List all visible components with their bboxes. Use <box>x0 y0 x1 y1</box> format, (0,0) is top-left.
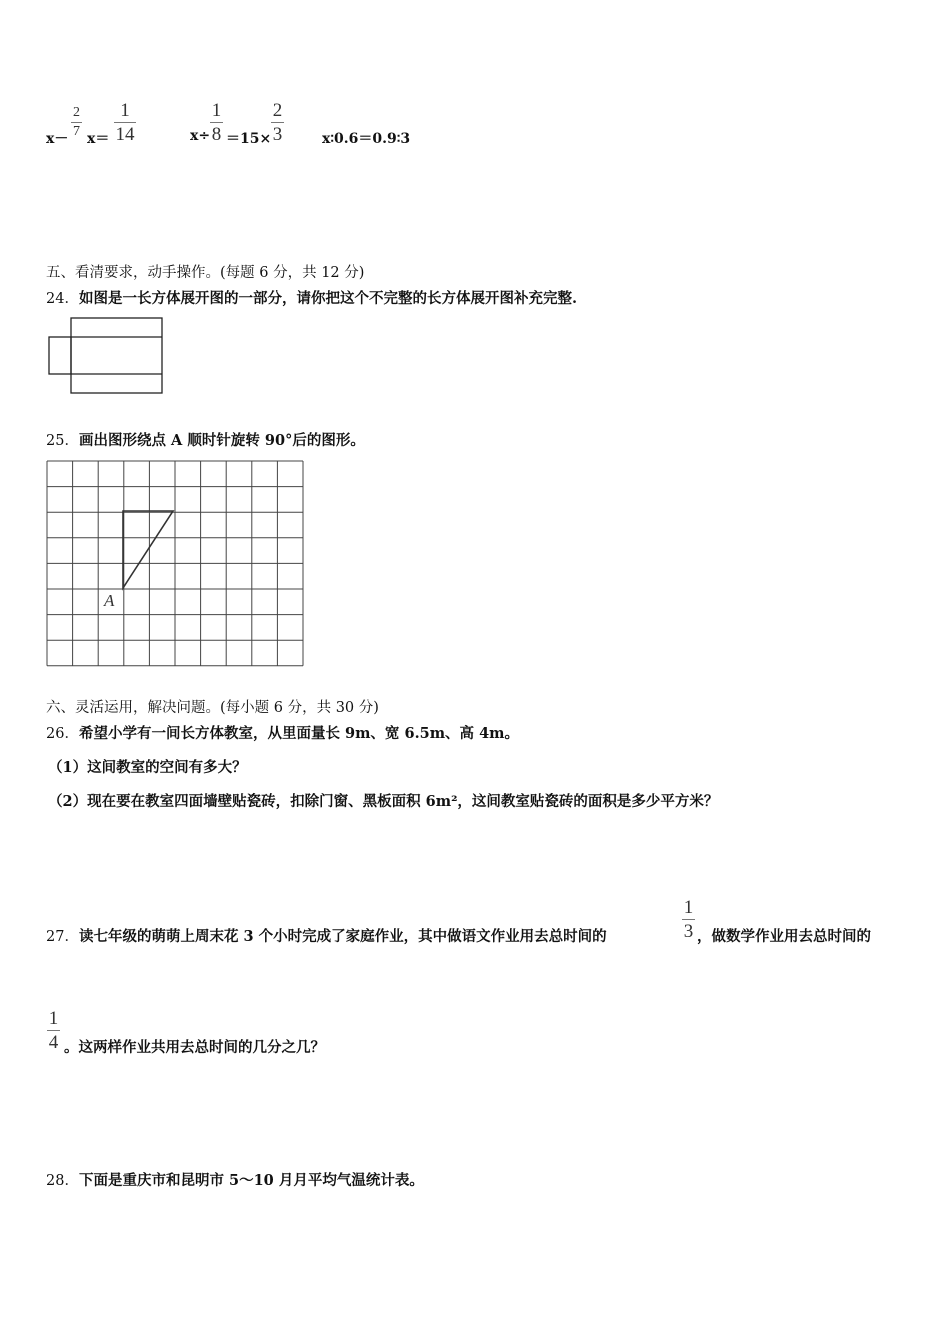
fraction-denominator: 4 <box>48 1032 59 1053</box>
question-27-text-c: 。这两样作业共用去总时间的几分之几？ <box>64 1039 325 1056</box>
question-text-e: 后的图形。 <box>292 432 365 449</box>
question-text: 如图是一长方体展开图的一部分，请你把这个不完整的长方体展开图补充完整. <box>78 290 577 307</box>
net-large-face <box>71 318 162 393</box>
fraction-numerator: 1 <box>48 1008 59 1029</box>
question-24 <box>46 287 577 308</box>
equation-1-part1: x－ <box>46 131 69 147</box>
fraction-1-14 <box>114 101 136 144</box>
question-text-a: 画出图形绕点 <box>78 432 172 449</box>
fraction-denominator: 3 <box>683 921 694 942</box>
fraction-numerator: 1 <box>120 100 130 121</box>
question-number: 25． <box>46 433 79 449</box>
question-number: 24． <box>46 291 79 307</box>
rotation-grid-figure <box>44 458 308 668</box>
section-6-heading: 六、灵活运用，解决问题。(每小题 6 分，共 30 分) <box>46 700 379 716</box>
question-text-b: A <box>171 432 183 449</box>
question-text: 希望小学有一间长方体教室，从里面量长 9m、宽 6.5m、高 4m。 <box>78 725 520 742</box>
grid-lines <box>47 461 303 666</box>
fraction-denominator: 14 <box>115 124 135 145</box>
fraction-denominator: 8 <box>211 124 222 145</box>
fraction-denominator: 3 <box>272 124 283 145</box>
fraction-numerator: 1 <box>683 897 694 918</box>
question-number: 28． <box>46 1173 79 1189</box>
fraction-2-3 <box>271 101 284 144</box>
question-number: 26． <box>46 726 79 742</box>
question-text-a: 读七年级的萌萌上周末花 3 个小时完成了家庭作业，其中做语文作业用去总时间的 <box>78 928 607 945</box>
equation-2-part2: ＝15× <box>226 131 272 147</box>
equation-1-part2: x＝ <box>87 131 110 147</box>
question-25 <box>46 429 365 450</box>
question-text-d: 90° <box>264 432 293 449</box>
fraction-denominator: 7 <box>73 124 80 139</box>
point-a-label: A <box>104 591 115 610</box>
net-side-face <box>49 337 71 374</box>
fraction-1-8 <box>210 101 223 144</box>
question-28 <box>46 1169 424 1190</box>
question-number: 27． <box>46 929 79 945</box>
fraction-2-7 <box>71 106 82 139</box>
section-5-heading: 五、看清要求，动手操作。(每题 6 分，共 12 分) <box>46 265 365 281</box>
question-26-sub1: （1）这间教室的空间有多大？ <box>48 759 247 776</box>
question-26 <box>46 722 519 743</box>
fraction-1-3 <box>682 898 695 941</box>
question-27-text-b: ，做数学作业用去总时间的 <box>697 928 871 945</box>
question-26-sub2: （2）现在要在教室四面墙壁贴瓷砖，扣除门窗、黑板面积 6m²，这间教室贴瓷砖的面积是多少平方米？ <box>48 793 719 810</box>
question-text: 下面是重庆市和昆明市 5～10 月月平均气温统计表。 <box>78 1172 424 1189</box>
question-text-c: 顺时针旋转 <box>182 432 265 449</box>
fraction-1-4 <box>47 1009 60 1052</box>
question-27-line1 <box>46 925 607 946</box>
fraction-numerator: 1 <box>211 100 222 121</box>
equation-3: x∶0.6＝0.9∶3 <box>322 131 411 147</box>
fraction-numerator: 2 <box>272 100 283 121</box>
equation-2-part1: x÷ <box>190 128 211 144</box>
cuboid-net-figure <box>46 316 166 396</box>
right-triangle-shape <box>123 511 173 588</box>
fraction-numerator: 2 <box>73 105 80 120</box>
